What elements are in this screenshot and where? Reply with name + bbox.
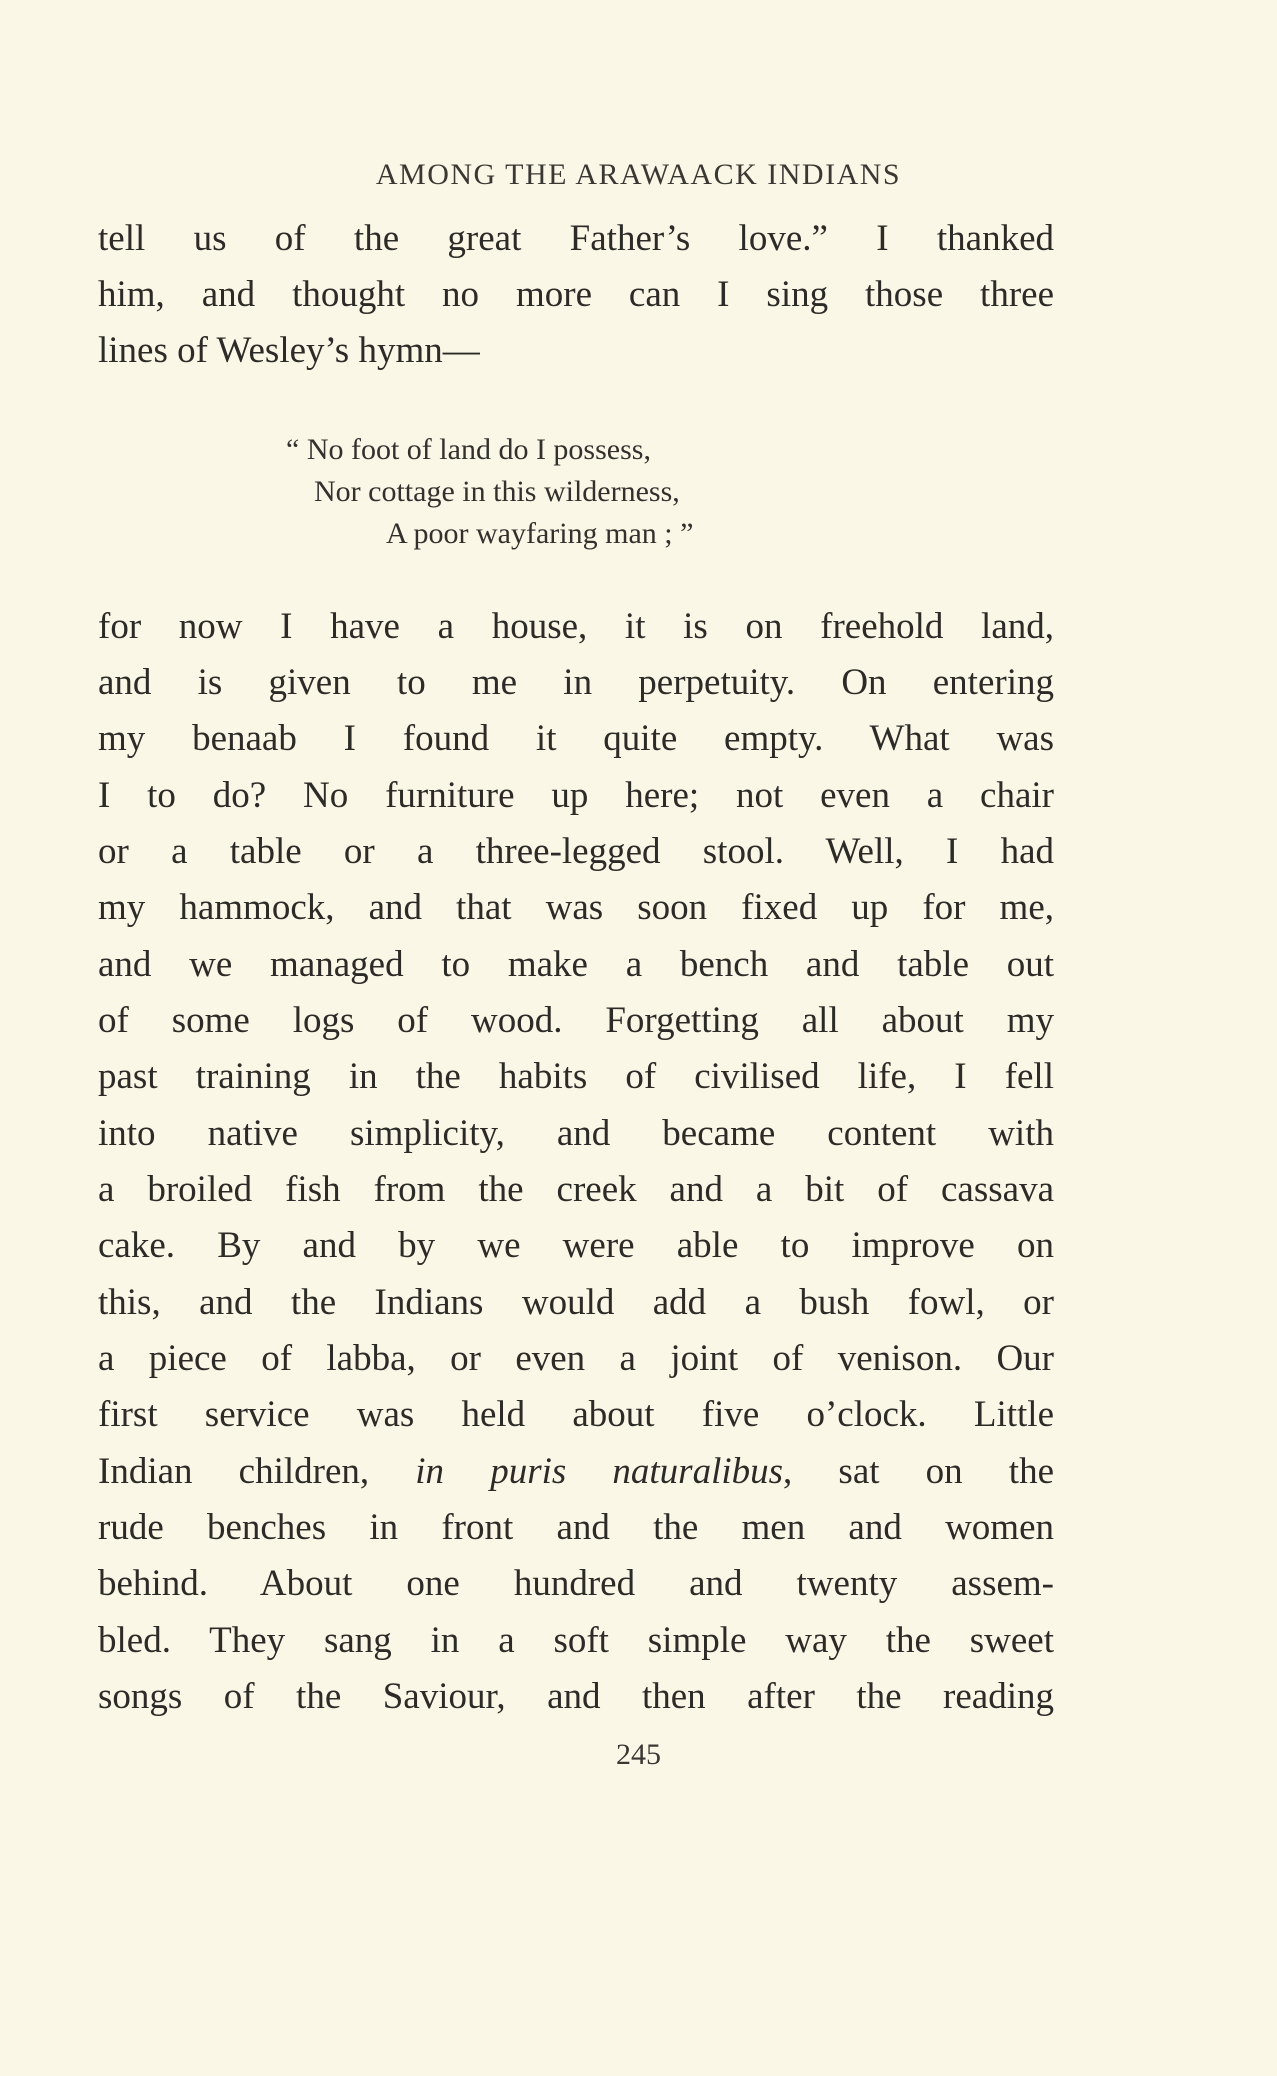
text-line: first service was held about five o’clock. Little [98,1394,1054,1435]
text-line: my benaab I found it quite empty. What was [98,718,1054,759]
text-line: songs of the Saviour, and then after the reading [98,1676,1054,1717]
running-head: AMONG THE ARAWAACK INDIANS [375,158,902,191]
text-line: for now I have a house, it is on freehold land, [98,606,1054,647]
text-line: I to do? No furniture up here; not even a chair [98,775,1054,816]
text-line: of some logs of wood. Forgetting all about my [98,1000,1054,1041]
text-line: tell us of the great Father’s love.” I thanked [98,218,1054,259]
text-line: this, and the Indians would add a bush fowl, or [98,1282,1054,1323]
page-number: 245 [616,1738,661,1771]
text-line: bled. They sang in a soft simple way the sweet [98,1620,1054,1661]
verse-line: “ No foot of land do I possess, [286,433,651,466]
text-line: my hammock, and that was soon fixed up for me, [98,887,1054,928]
text-line: a broiled fish from the creek and a bit of cassava [98,1169,1054,1210]
verse-line: A poor wayfaring man ; ” [386,517,694,550]
text-line-with-italic [98,1449,1054,1495]
text-line: cake. By and by we were able to improve on [98,1225,1054,1266]
verse-line: Nor cottage in this wilderness, [314,475,680,508]
text-line: past training in the habits of civilised life, I fell [98,1056,1054,1097]
text-line: behind. About one hundred and twenty assem- [98,1563,1054,1604]
text-line: him, and thought no more can I sing those three [98,274,1054,315]
text-line: rude benches in front and the men and women [98,1507,1054,1548]
text-line: into native simplicity, and became content with [98,1113,1054,1154]
italic-phrase: in puris naturalibus [415,1451,784,1492]
text-line: or a table or a three-legged stool. Well, I had [98,831,1054,872]
text-line: and we managed to make a bench and table out [98,944,1054,985]
text-line: a piece of labba, or even a joint of venison. Our [98,1338,1054,1379]
text-segment: Indian children, [98,1451,416,1492]
text-segment: , sat on the [783,1451,1055,1492]
text-line: lines of Wesley’s hymn— [98,330,480,371]
text-line: and is given to me in perpetuity. On entering [98,662,1054,703]
